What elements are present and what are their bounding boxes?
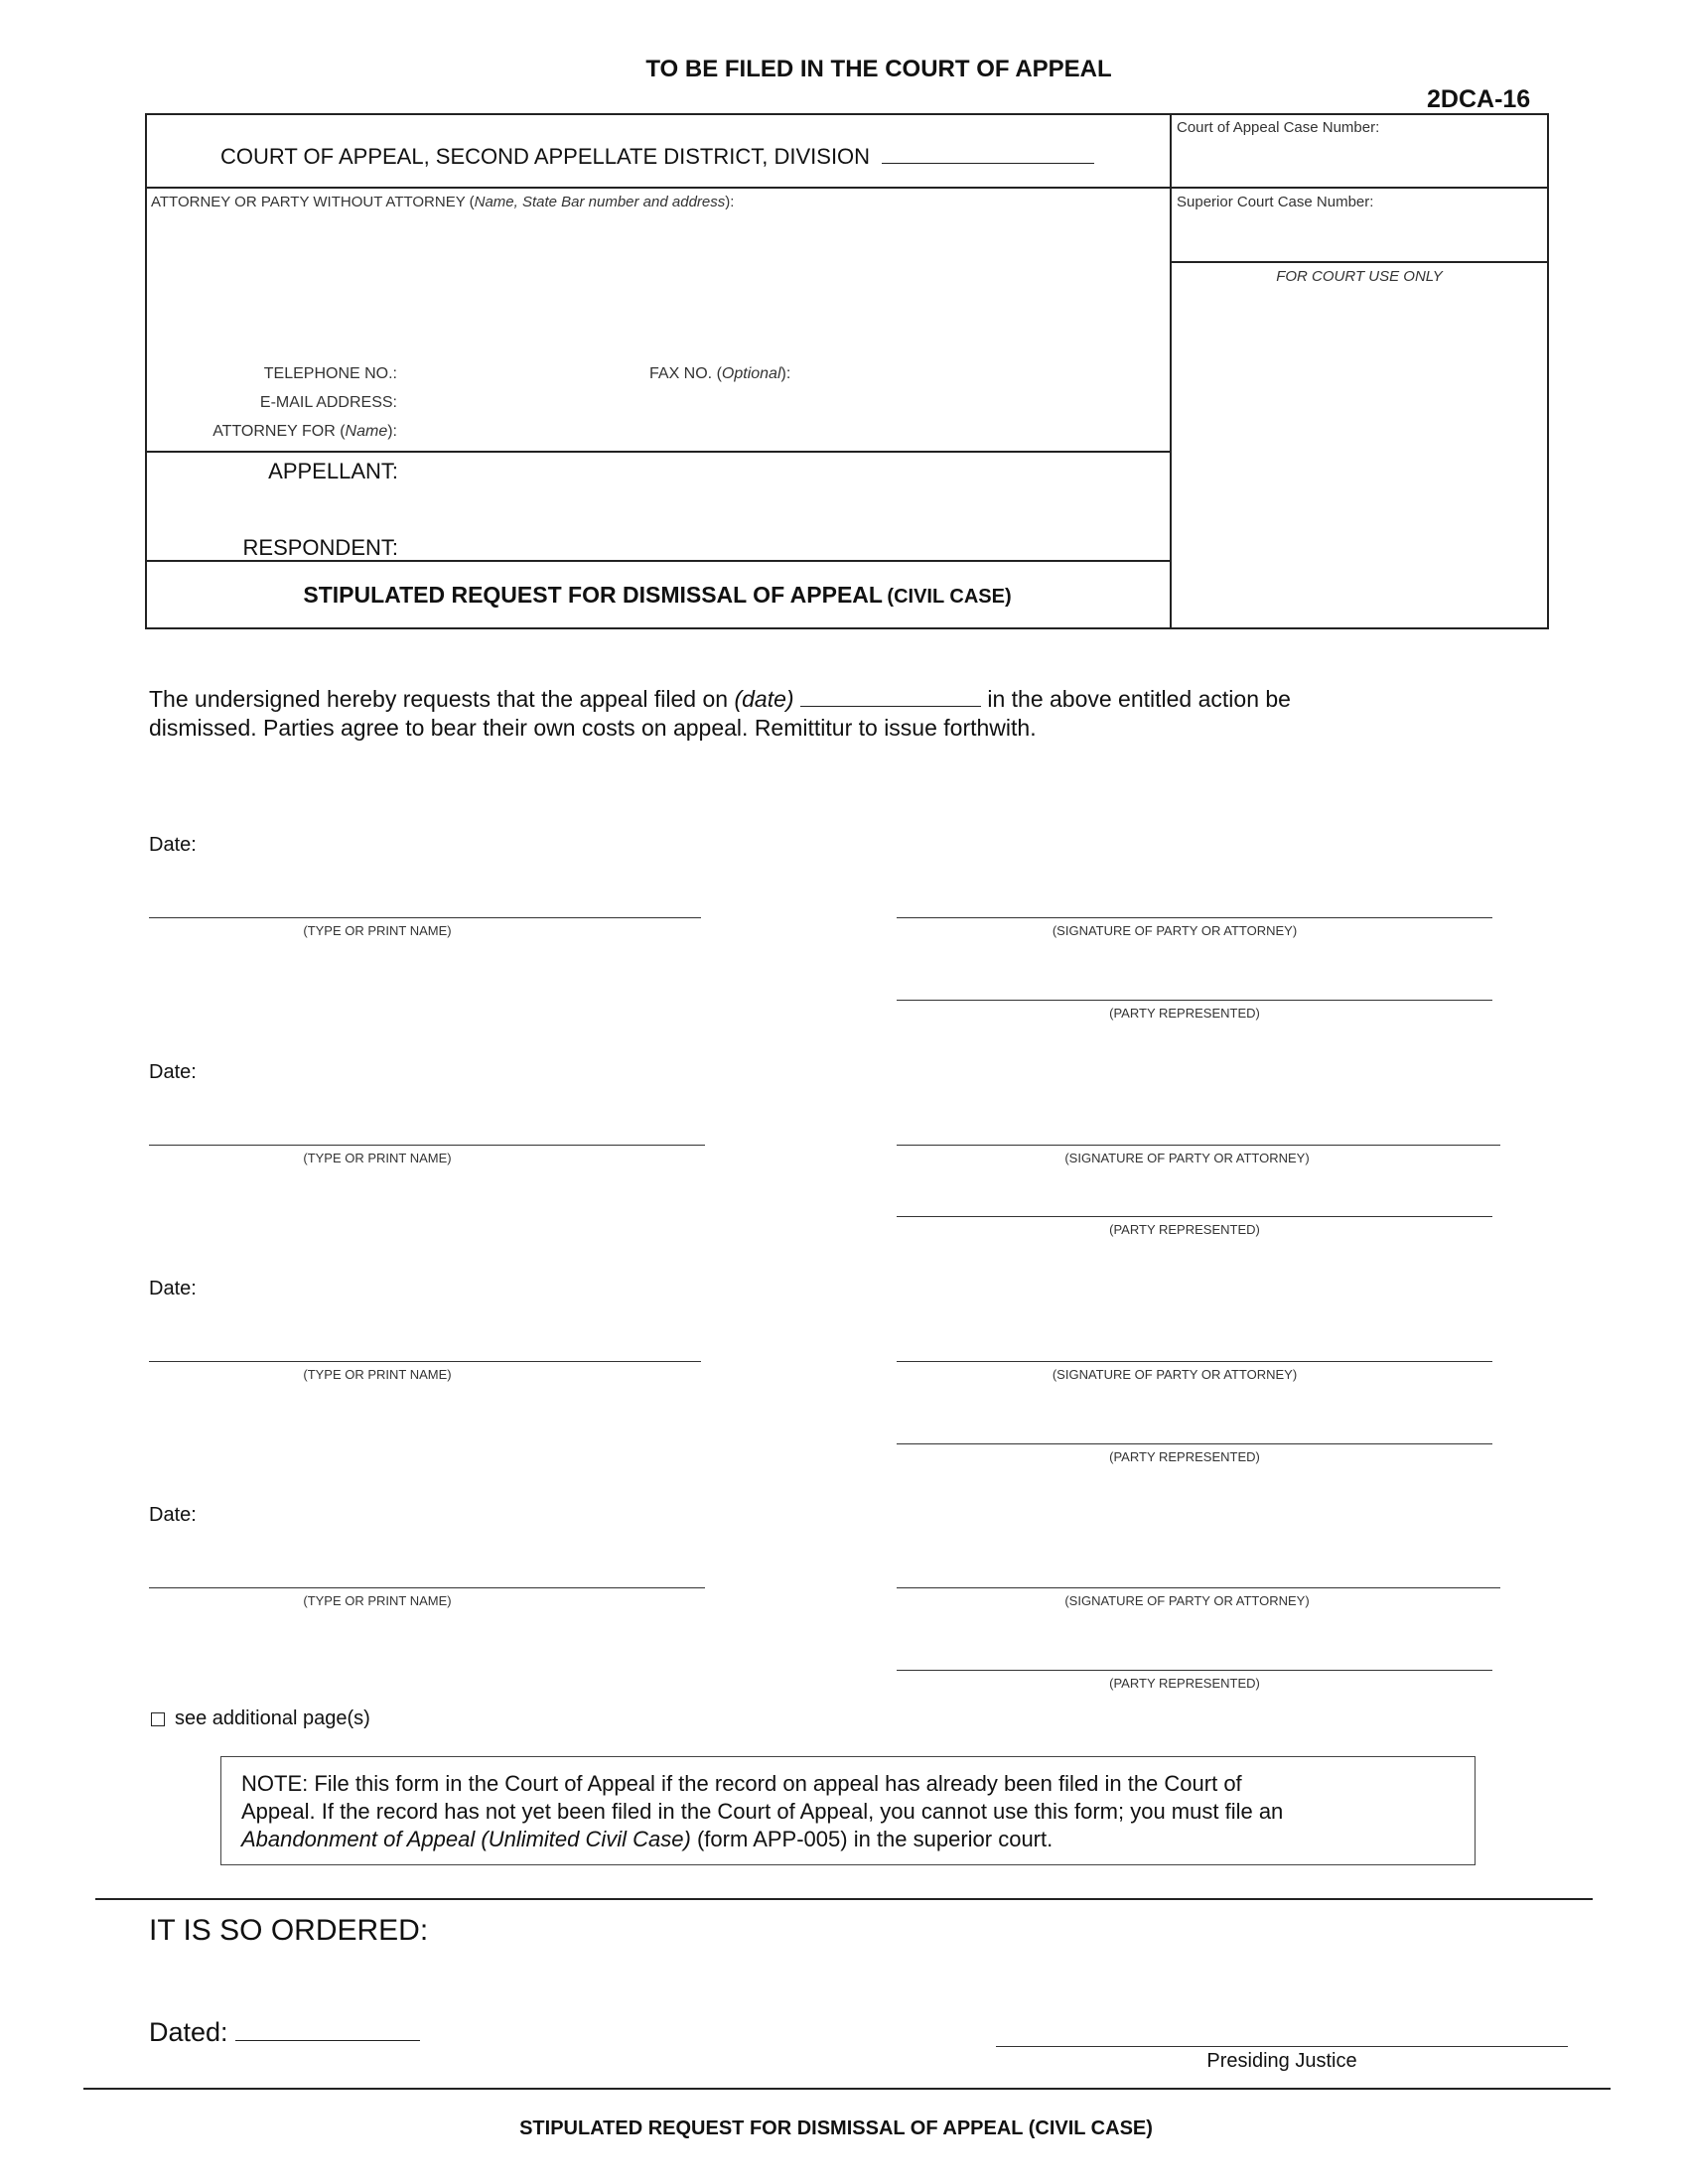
- attorney-address-field[interactable]: [151, 216, 1164, 355]
- appeal-filed-date-field[interactable]: [800, 706, 981, 707]
- signature-block-1-name-line[interactable]: [149, 917, 701, 918]
- attorney-label-italic: Name, State Bar number and address: [474, 194, 726, 210]
- appeal-case-number-label: Court of Appeal Case Number:: [1177, 119, 1380, 136]
- additional-pages-checkbox[interactable]: [151, 1712, 165, 1726]
- order-top-rule: [95, 1898, 1593, 1900]
- form-title-sub: (CIVIL CASE): [887, 586, 1012, 608]
- signature-block-1-signature-caption: (SIGNATURE OF PARTY OR ATTORNEY): [1052, 923, 1298, 938]
- signature-block-2-name-line[interactable]: [149, 1145, 705, 1146]
- signature-block-2-party-caption: (PARTY REPRESENTED): [1109, 1222, 1260, 1237]
- respondent-field[interactable]: [407, 526, 1162, 558]
- caption-divider: [1170, 113, 1172, 629]
- signature-block-3-party-caption: (PARTY REPRESENTED): [1109, 1449, 1260, 1464]
- form-number: 2DCA-16: [1427, 85, 1531, 113]
- attorney-for-field[interactable]: [405, 419, 1160, 443]
- signature-block-1-name-caption: (TYPE OR PRINT NAME): [303, 923, 452, 938]
- court-use-only-label: FOR COURT USE ONLY: [1276, 268, 1443, 285]
- fax-field[interactable]: [800, 361, 1158, 385]
- attorney-label: [151, 194, 734, 210]
- caption-rule-3: [145, 451, 1170, 453]
- form-title: [145, 582, 1170, 609]
- request-date-label: (date): [734, 686, 794, 712]
- signature-block-1-signature-line[interactable]: [897, 917, 1492, 918]
- note-line-3-suffix: (form APP-005) in the superior court.: [690, 1827, 1054, 1851]
- signature-block-4-name-caption: (TYPE OR PRINT NAME): [303, 1593, 452, 1608]
- appeal-case-number-field[interactable]: [1174, 144, 1543, 184]
- request-line-1-suffix: in the above entitled action be: [980, 686, 1291, 712]
- order-heading: IT IS SO ORDERED:: [149, 1914, 429, 1947]
- form-title-main: STIPULATED REQUEST FOR DISMISSAL OF APPEAL: [303, 582, 883, 608]
- note-form-name: Abandonment of Appeal (Unlimited Civil Case): [241, 1827, 691, 1851]
- signature-block-1-party-line[interactable]: [897, 1000, 1492, 1001]
- attorney-for-prefix: ATTORNEY FOR (: [212, 423, 346, 440]
- signature-block-4-name-line[interactable]: [149, 1587, 705, 1588]
- signature-block-3-name-line[interactable]: [149, 1361, 701, 1362]
- fax-label-italic: Optional: [721, 365, 781, 382]
- court-name: COURT OF APPEAL, SECOND APPELLATE DISTRICT, DIVISION: [220, 144, 871, 169]
- telephone-label: TELEPHONE NO.:: [263, 365, 397, 382]
- footer-rule: [83, 2088, 1611, 2090]
- dated-row: [149, 2017, 420, 2048]
- presiding-justice-signature-line[interactable]: [996, 2046, 1568, 2047]
- signature-block-4-signature-line[interactable]: [897, 1587, 1500, 1588]
- note-line-1: NOTE: File this form in the Court of Appeal if the record on appeal has already been filed in the Court of: [241, 1771, 1242, 1796]
- signature-block-3-name-caption: (TYPE OR PRINT NAME): [303, 1367, 452, 1382]
- telephone-field[interactable]: [405, 361, 633, 385]
- fax-label-suffix: ):: [780, 365, 791, 382]
- attorney-for-italic: Name: [345, 423, 388, 440]
- note-box: [220, 1756, 1476, 1865]
- signature-block-4-signature-caption: (SIGNATURE OF PARTY OR ATTORNEY): [1064, 1593, 1310, 1608]
- dated-label: Dated:: [149, 2017, 228, 2047]
- caption-rule-2: [1170, 261, 1549, 263]
- signature-block-3-date-label: Date:: [149, 1278, 197, 1299]
- signature-block-2-signature-caption: (SIGNATURE OF PARTY OR ATTORNEY): [1064, 1151, 1310, 1165]
- attorney-label-suffix: ):: [725, 194, 735, 210]
- fax-label-prefix: FAX NO. (: [649, 365, 722, 382]
- request-line-2: dismissed. Parties agree to bear their own costs on appeal. Remittitur to issue forthwith.: [149, 715, 1037, 741]
- request-paragraph: [149, 685, 1291, 743]
- signature-block-3-signature-line[interactable]: [897, 1361, 1492, 1362]
- email-label: E-MAIL ADDRESS:: [259, 394, 397, 411]
- appellant-field[interactable]: [407, 457, 1162, 490]
- signature-block-2-date-label: Date:: [149, 1061, 197, 1083]
- footer-title: STIPULATED REQUEST FOR DISMISSAL OF APPEAL (CIVIL CASE): [519, 2117, 1153, 2139]
- signature-block-4-date-label: Date:: [149, 1504, 197, 1526]
- signature-block-1-party-caption: (PARTY REPRESENTED): [1109, 1006, 1260, 1021]
- additional-pages-row: [151, 1707, 370, 1730]
- signature-block-3-party-line[interactable]: [897, 1443, 1492, 1444]
- division-field[interactable]: [882, 163, 1094, 164]
- fax-label: [649, 365, 790, 383]
- signature-block-1-date-label: Date:: [149, 834, 197, 856]
- signature-block-4-party-line[interactable]: [897, 1670, 1492, 1671]
- email-field[interactable]: [405, 390, 1160, 414]
- court-name-row: [220, 144, 1094, 170]
- signature-block-3-signature-caption: (SIGNATURE OF PARTY OR ATTORNEY): [1052, 1367, 1298, 1382]
- request-line-1-prefix: The undersigned hereby requests that the appeal filed on: [149, 686, 735, 712]
- attorney-label-prefix: ATTORNEY OR PARTY WITHOUT ATTORNEY (: [151, 194, 475, 210]
- additional-pages-label: see additional page(s): [175, 1707, 370, 1729]
- attorney-for-label: [139, 423, 397, 441]
- appellant-label: APPELLANT:: [268, 459, 398, 483]
- signature-block-2-signature-line[interactable]: [897, 1145, 1500, 1146]
- note-line-2: Appeal. If the record has not yet been filed in the Court of Appeal, you cannot use this form; you must file an: [241, 1799, 1284, 1824]
- respondent-label: RESPONDENT:: [242, 535, 398, 560]
- signature-block-2-name-caption: (TYPE OR PRINT NAME): [303, 1151, 452, 1165]
- superior-case-number-field[interactable]: [1174, 218, 1543, 258]
- signature-block-2-party-line[interactable]: [897, 1216, 1492, 1217]
- presiding-justice-caption: Presiding Justice: [1206, 2050, 1357, 2072]
- filing-instruction: TO BE FILED IN THE COURT OF APPEAL: [645, 56, 1112, 82]
- signature-block-4-party-caption: (PARTY REPRESENTED): [1109, 1676, 1260, 1691]
- attorney-for-suffix: ):: [387, 423, 397, 440]
- superior-case-number-label: Superior Court Case Number:: [1177, 194, 1374, 210]
- dated-field[interactable]: [235, 2040, 420, 2041]
- note-line-3: [241, 1826, 1475, 1853]
- caption-rule-1: [145, 187, 1549, 189]
- request-line-1: [149, 685, 1291, 714]
